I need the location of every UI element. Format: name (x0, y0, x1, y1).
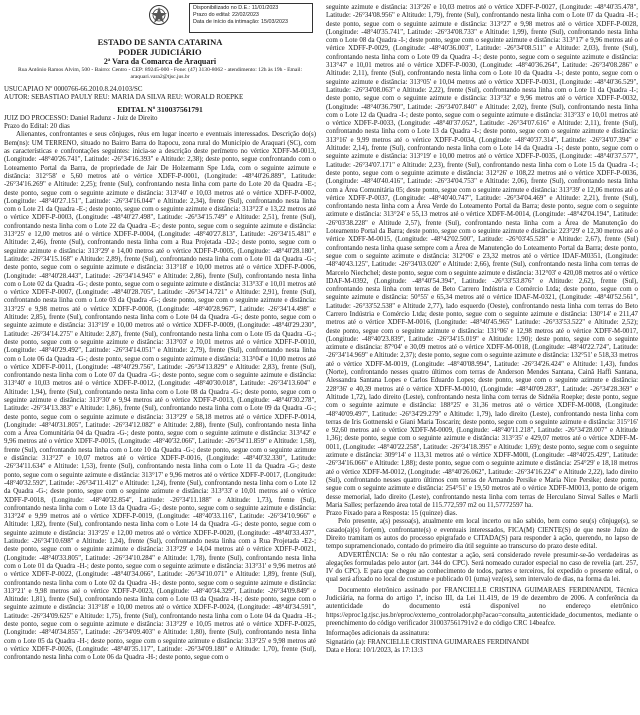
deadline-line: Prazo do Edital: 20 dias (4, 123, 70, 131)
response-deadline: Prazo Fixado para a Resposta: 15 (quinze) dias. (326, 510, 458, 518)
publication-stamp (189, 3, 313, 33)
electronic-signature-paragraph: Documento eletrônico assinado por FRANCIELLE CRISTINA GUIMARAES FERDINANDI, Técnica Judiciária, na forma do artigo 1º, inciso III, da Lei 11.419, de 19 de dezembro de 2006. A conferência da autenticidade do documento está disponível no endereço eletrônico https://eproc1g.tjsc.jus.br/eproc/externo_controlador.php?acao=consulta_autenticidade_documentos, mediante o preenchimento do código verificador 310037561791v2 e do código CRC 14beafce. (326, 586, 638, 627)
right-column (326, 0, 638, 655)
stamp-start-date: Data de início da intimação: 15/03/2023 (193, 19, 288, 25)
masthead (4, 0, 316, 86)
signer-line: Signatário (a): FRANCIELLE CRISTINA GUIMARAES FERDINANDI (326, 638, 530, 646)
coat-of-arms-icon (148, 4, 170, 26)
case-number: USUCAPIÃO Nº 0000766-66.2010.8.24.0103/SC (4, 86, 143, 93)
property-description-start: Alienantes, confrontantes e seus cônjuges, réus em lugar incerto e eventuais interessados. Descrição do(s) Bem(ns): UM TERRENO, situado no Bairro Barra do Itapocu, zona rural do Município de Araquari (SC), com as características e confrontações seguintes: inicia-se a descrição deste perímetro no vértice XDFF-M-0013, (Longitude: -48°40'26.741", Latitude: -26°34'16.393" e Altitude: 2,38); deste ponto, segue confrontando com o Loteamento Portal da Barra, de propriedade de Jair De Holzemann Spe Ltda, com o seguinte azimute e distância: 312°58' e 5,60 metros até o vértice XDFF-P-0001, (Longitude: -48°40'26.889", Latitude: -26°34'16.269" e Altitude: 2,25); frente (Sul), confrontando nesta linha com parte do Lote 20 da Quadra -E-; deste ponto, segue com o seguinte azimute e distância: 313°40' e 10,03 metros até o vértice XDFF-P-0002, (Longitude: -48°40'27.151", Latitude: -26°34'16.044" e Altitude: 2,34), frente (Sul), confrontando nesta linha com o Lote 21 da Quadra -E-; deste ponto, segue com o seguinte azimute e distância: 313°23' e 13,22 metros até o vértice XDFF-P-0003, (Longitude: -48°40'27.498", Latitude: -26°34'15.749" e Altitude: 2,51), frente (Sul), confrontando nesta linha com o Lote 22 da Quadra -E-; deste ponto, segue com o seguinte azimute e distância: 313°25' e 12,00 metros até o vértice XDFF-P-0004, (Longitude: -48°40'27.813", Latitude: -26°34'15.481" e Altitude: 2,46), frente (Sul), confrontando nesta linha com a Rua Projetada -D2-; deste ponto, segue com o seguinte azimute e distância: 313°29' e 14,00 metros até o vértice XDFF-P-0005, (Longitude: -48°40'28.180", Latitude: -26°34'15.168" e Altitude: 2,89), frente (Sul), confrontando nesta linha com o Lote 01 da Quadra -G-; deste ponto, segue com o seguinte azimute e distância: 313°18' e 10,00 metros até o vértice XDFF-P-0006, (Longitude: -48°40'28.443", Latitude: -26°34'14.945" e Altitude: 2,86), frente (Sul), confrontando nesta linha com o Lote 02 da Quadra -G-; deste ponto, segue com o seguinte azimute e distância: 313°33' e 10,01 metros até o vértice XDFF-P-0007, (Longitude: -48°40'28.705", Latitude: -26°34'14.721" e Altitude: 2,91), frente (Sul), confrontando nesta linha com o Lote 03 da Quadra -G-; deste ponto, segue com o seguinte azimute e distância: 313°25' e 9,98 metros até o vértice XDFF-P-0008, (Longitude: -48°40'28.967", Latitude: -26°34'14.498" e Altitude: 2,85), frente (Sul), confrontando nesta linha com o Lote 04 da Quadra -G-; deste ponto, segue com o seguinte azimute e distância: 313°19' e 10,00 metros até o vértice XDFF-P-0009, (Longitude: -48°40'29.230", Latitude: -26°34'14.275" e Altitude: 2,87), frente (Sul), confrontando nesta linha com o Lote 05 da Quadra -G-; deste ponto, segue com o seguinte azimute e distância: 313°03' e 10,01 metros até o vértice XDFF-P-0010, (Longitude: -48°40'29.492", Latitude: -26°34'14.051" e Altitude: 2,79), frente (Sul), confrontando nesta linha com o Lote 06 da Quadra -G-; deste ponto, segue com o seguinte azimute e distância: 313°04' e 10,00 metros até o vértice XDFF-P-0011, (Longitude: -48°40'29.756", Latitude: -26°34'13.829" e Altitude: 2,83), frente (Sul), confrontando nesta linha com o Lote 07 da Quadra -G-; deste ponto, segue com o seguinte azimute e distância: 313°40' e 10,03 metros até o vértice XDFF-P-0012, (Longitude: -48°40'30.018", Latitude: -26°34'13.604" e Altitude: 1,94), frente (Sul), confrontando nesta linha com o Lote 08 da Quadra -G-; deste ponto, segue com o seguinte azimute e distância: 313°30' e 9,94 metros até o vértice XDFF-P-0013, (Longitude: -48°40'30.278", Latitude: -26°34'13.383" e Altitude: 1,86), frente (Sul), confrontando nesta linha com o Lote 09 da Quadra -G-; deste ponto, segue com o seguinte azimute e distância: 313°29' e 58,18 metros até o vértice XDFF-P-0014, (Longitude: -48°40'31.805", Latitude: -26°34'12.082" e Altitude: 2,88), frente (Sul), confrontando nesta linha com a Área Comunitária 04 da Quadra -G-; deste ponto, segue com o seguinte azimute e distância: 313°42' e 9,96 metros até o vértice XDFF-P-0015, (Longitude: -48°40'32.066", Latitude: -26°34'11.859" e Altitude: 1,58), frente (Sul), confrontando nesta linha com o Lote 10 da Quadra -G-; deste ponto, segue com o seguinte azimute e distância: 313°27' e 10,07 metros até o vértice XDFF-P-0016, (Longitude: -48°40'32.330", Latitude: -26°34'11.634" e Altitude: 1,53), frente (Sul), confrontando nesta linha com o Lote 11 da Quadra -G-; deste ponto, segue com o seguinte azimute e distância: 313°17' e 9,96 metros até o vértice XDFF-P-0017, (Longitude: -48°40'32.592", Latitude: -26°34'11.412" e Altitude: 1,24), frente (Sul), confrontando nesta linha com o Lote 12 da Quadra -G-; deste ponto, segue com o seguinte azimute e distância: 313°33' e 10,01 metros até o vértice XDFF-P-0018, (Longitude: -48°40'32.854", Latitude: -26°34'11.188" e Altitude: 1,73), frente (Sul), confrontando nesta linha com o Lote 13 da Quadra -G-; deste ponto, segue com o seguinte azimute e distância: 313°24' e 9,99 metros até o vértice XDFF-P-0019, (Longitude: -48°40'33.116", Latitude: -26°34'10.966" e Altitude: 1,82), frente (Sul), confrontando nesta linha com o Lote 14 da Quadra -G-; deste ponto, segue com o seguinte azimute e distância: 313°25' e 12,00 metros até o vértice XDFF-P-0020, (Longitude: -48°40'33.437", Latitude: -26°34'10.698" e Altitude: 1,24), frente (Sul), confrontando nesta linha com a Rua Projetada -E2-; deste ponto, segue com o seguinte azimute e distância: 313°29' e 14,04 metros até o vértice XDFF-P-0021, (Longitude: -48°40'33.805", Latitude: -26°34'10.284" e Altitude: 1,78), frente (Sul), confrontando nesta linha com o Lote 01 da Quadra -H-; deste ponto, segue com o seguinte azimute e distância: 313°31' e 9,96 metros até o vértice XDFF-P-0022, (Longitude: -48°40'34.066", Latitude: -26°34'10.071" e Altitude: 1,89), frente (Sul), confrontando nesta linha com o Lote 02 da Quadra -H-; deste ponto, segue com o seguinte azimute e distância: 313°21' e 9,98 metros até o vértice XDFF-P-0023, (Longitude: -48°40'34.329", Latitude: -26°34'09.849" e Altitude: 1,81), frente (Sul), confrontando nesta linha com o Lote 03 da Quadra -H-; deste ponto, segue com o seguinte azimute e distância: 313°18' e 10,00 metros até o vértice XDFF-P-0024, (Longitude: -48°40'34.591", Latitude: -26°34'09.625" e Altitude: 1,75), frente (Sul), confrontando nesta linha com o Lote 04 da Quadra -H-; deste ponto, segue com o seguinte azimute e distância: 313°29' e 10,05 metros até o vértice XDFF-P-0025, (Longitude: -48°40'34.855", Latitude: -26°34'09.403" e Altitude: 1,80), frente (Sul), confrontando nesta linha com o Lote 05 da Quadra -H-; deste ponto, segue com o seguinte azimute e distância: 313°25' e 9,98 metros até o vértice XDFF-P-0026, (Longitude: -48°40'35.117", Latitude: -26°34'09.180" e Altitude: 1,70), frente (Sul), confrontando nesta linha com o Lote 06 da Quadra -H-; deste ponto, segue com o (4, 131, 316, 662)
court-name: 2ª Vara da Comarca de Araquari (103, 57, 217, 66)
judiciary-name: PODER JUDICIÁRIO (118, 46, 202, 57)
stamp-published-date: Disponibilizado no D.E.: 11/01/2023 (193, 5, 279, 11)
case-parties: AUTOR: SEBASTIÃO PAULY RÉU: MARIA DA SILVA RÉU: WORALD ROEPKE (4, 94, 244, 102)
court-address: Rua Antônio Ramos Alvim, 500 - Bairro: Centro - CEP: 89245-000 - Fone: (47) 3130-8062 - atendimento: 12h às 19h - Email: araquari.vara2@tjsc.jus.br (17, 67, 302, 80)
warning-paragraph: ADVERTÊNCIA: Se o réu não contestar a ação, será considerado revele presumir-se-ão verdadeiras as alegações formuladas pelo autor (art. 344 do CPC). Será nomeado curador especial no caso de revelia (art. 257, IV do CPC). E para que chegue ao conhecimento de todos, partes e terceiros, foi expedido o presente edital, o qual será afixado no local de costume e publicado 01 (uma) vez(es), sem intervalo de dias, na forma da lei. (326, 551, 638, 584)
court-heading (4, 38, 316, 67)
judge-line: JUIZ DO PROCESSO: Daniel Radunz - Juiz de Direito (4, 114, 158, 122)
citation-paragraph: Pelo presente, a(s) pessoa(s), atualmente em local incerto ou não sabido, bem como seu(s) cônjuge(s), se casado(a)(s) for(em), confrontante(s) e eventuais interessados, FICA(M) CIENTE(S) de que neste Juízo de Direito tramitam os autos do processo epigrafado e CITADA(S) para responder à ação, querendo, no lapso de tempo supramencionado, contado do primeiro dia útil seguinte ao transcurso do prazo deste edital. (326, 518, 638, 551)
signature-info-heading: Informações adicionais da assinatura: (326, 630, 430, 638)
left-column (4, 0, 316, 662)
stamp-deadline: Prazo do edital: 22/02/2023 (193, 12, 259, 18)
signature-datetime: Data e Hora: 10/1/2023, às 17:13:3 (326, 646, 423, 654)
edict-title: EDITAL Nº 310037561791 (117, 104, 203, 114)
property-description-end: seguinte azimute e distância: 313°26' e 10,03 metros até o vértice XDFF-P-0027, (Longitude: -48°40'35.478", Latitude: -26°34'08.956" e Altitude: 1,79), frente (Sul), confrontando nesta linha com o Lote 07 da Quadra -H-; deste ponto, segue com o seguinte azimute e distância: 313°27' e 9,98 metros até o vértice XDFF-P-0028, (Longitude: -48°40'35.741", Latitude: -26°34'08.733" e Altitude: 1,99), frente (Sul), confrontando nesta linha com o Lote 08 da Quadra -I-; deste ponto, segue com o seguinte azimute e distância: 313°17' e 9,96 metros até o vértice XDFF-P-0029, (Longitude: -48°40'36.003", Latitude: -26°34'08.511" e Altitude: 2,03), frente (Sul), confrontando nesta linha com o Lote 09 da Quadra -I-; deste ponto, segue com o seguinte azimute e distância: 313°47' e 10,01 metros até o vértice XDFF-P-0030, (Longitude: -48°40'36.264", Latitude: -26°34'08.286" e Altitude: 2,11), frente (Sul), confrontando nesta linha com o Lote 10 da Quadra -I-; deste ponto, segue com o seguinte azimute e distância: 313°05' e 10,04 metros até o vértice XDFF-P-0031, (Longitude: -48°40'36.529", Latitude: -26°34'08.063" e Altitude: 2,22), frente (Sul), confrontando nesta linha com o Lote 11 da Quadra -I-; deste ponto, segue com o seguinte azimute e distância: 313°32' e 9,96 metros até o vértice XDFF-P-0032, (Longitude: -48°40'36.790", Latitude: -26°34'07.840" e Altitude: 2,02), frente (Sul), confrontando nesta linha com o Lote 12 da Quadra -I-; deste ponto, segue com o seguinte azimute e distância: 313°33' e 10,01 metros até o vértice XDFF-P-0033, (Longitude: -48°40'37.052", Latitude: -26°34'07.616" e Altitude: 2,11), frente (Sul), confrontando nesta linha com o Lote 13 da Quadra -I-; deste ponto, segue com o seguinte azimute e distância: 313°16' e 9,99 metros até o vértice XDFF-P-0034, (Longitude: -48°40'37.314", Latitude: -26°34'07.394" e Altitude: 2,14), frente (Sul), confrontando nesta linha com o Lote 14 da Quadra -I-; deste ponto, segue com o seguinte azimute e distância: 313°19' e 10,00 metros até o vértice XDFF-P-0035, (Longitude: -48°40'37.577", Latitude: -26°34'07.171" e Altitude: 2,23), frente (Sul), confrontando nesta linha com o Lote 15 da Quadra -I-; deste ponto, segue com o seguinte azimute e distância: 312°26' e 108,22 metros até o vértice XDFF-P-0036, (Longitude: -48°40'40.416", Latitude: -26°34'04.753" e Altitude: 2,06), frente (Sul), confrontando nesta linha com a Área Comunitária 05; deste ponto, segue com o seguinte azimute e distância: 313°39' e 12,06 metros até o vértice XDFF-P-0037, (Longitude: -48°40'40.747", Latitude: -26°34'04.469" e Altitude: 2,21), frente (Sul), confrontando nesta linha com a Área Verde do Loteamento Portal da Barra; deste ponto, segue com o seguinte azimute e distância: 313°24' e 55,13 metros até o vértice XDFF-M-0014, (Longitude: -48°42'04.194", Latitude: -26°03'38.228" e Altitude 2,57), frente (Sul), confrontando nesta linha com a Área de Manutenção do Loteamento Portal da Barra; deste ponto, segue com o seguinte azimute e distância: 223°29' e 12,30 metros até o vértice XDFF-M-0015, (Longitude: -48°42'02.500", Latitude: -26°03'45.528" e Altitude: 2,67), frente (Sul) confrontando nesta linha quase sempre com a Área de Manutenção do Loteamento Portal da Barra; deste ponto, segue com o seguinte azimute e distância: 312°06' e 23,32 metros até o vértice IDAF-M0351, (Longitude: -48°40'43.125", Latitude: -26°34'03.020" e Altitude: 2,66), frente (Sul), confrontando nesta linha com terras de Marcelo Niechchel; deste ponto, segue com o seguinte azimute e distância: 312°03' e 420,08 metros até o vértice IDAF-M-0392, (Longitude: -48°40'54.394", Latitude: -26°33'53.876" e Altitude: 2,62), frente (Sul), confrontando nesta linha com terras de Beto Carrero Indústria e Comércio Ltda; deste ponto, segue com o seguinte azimute e distância: 50°55' e 65,34 metros até o vértice IDAF-M-0321, (Longitude: -48°40'52.561", Latitude: -26°33'52.538" e Altitude 2,77), lado esquerdo (Oeste), confrontando nesta linha com terras do Beto Carrero Indústria e Comércio Ltda; deste ponto, segue com o seguinte azimute e distância: 130°14' e 211,47 metros até o vértice XDFF-M-0016, (Longitude: -48°40'45.965" Latitude: -26°33'53.522" e Altitude: 2,52); deste ponto, segue com o seguinte azimute e distância: 131°06' e 12,98 metros até o vértice XDFF-M-0017, (Longitude: -48°40'23.839", Latitude: -26°34'15.019" e Altitude: 1,90); deste ponto, segue com o seguinte azimute e distância: 87°04' e 30,09 metros até o vértice XDFF-M-0018, (Longitude: -48°40'22.724", Latitude: -26°34'14.969" e Altitude: 2,37); deste ponto, segue com o seguinte azimute e distância: 132°51' e 518,33 metros até o vértice XDFF-M-0019, (Longitude: -48°40'08.994", Latitude: -26°34'26.424" e Altitude: 1,43), fundos (Norte), confrontando nesses quatro últimos com terras de Anderson Mendes Santana, Cainã Haffi Santana, Alessandra Santana Lopes e Carlos Eduardo Lopes; deste ponto, segue com o seguinte azimute e distância: 228°36' e 40,39 metros até o vértice XDFF-M-0010, (Longitude: -48°40'09.283", Latitude: -26°34'28.369" e Altitude 1,72), lado direito (Leste), confrontando nesta linha com terras de Sidnéia Roepke; deste ponto, segue com o seguinte azimute e distância: 188°25' e 31,36 metros até o vértice XDFF-M-0008, (Longitude: -48°40'09.497", Latitude: -26°34'29.279" e Altitude: 1,79), lado direito (Leste), confrontando nesta linha com terras de Iris Gottnenski e Giani Maria Toscarin; deste ponto, segue com o seguinte azimute e distância: 315°16' e 92,60 metros até o vértice XDFF-M-0009, (Longitude: -48°40'11.218", Latitude: -26°34'28.007" e Altitude 1,36); deste ponto, segue com o seguinte azimute e distância: 313°35' e 429,07 metros até o vértice XDFF-M-0011, (Longitude: -48°40'22.258", Latitude: -26°34'18.395" e Altitude: 1,69); deste ponto, segue com o seguinte azimute e distância: 309°14' e 113,31 metros até o vértice XDFF-M00l, (Longitude: -48°40'25.429", Latitude: -26°34'16.066" e Altitude: 1,88); deste ponto, segue com o seguinte azimute e distância: 254°29' e 18,18 metros até o vértice XDFF-M-0012, (Longitude: -48°40'26.062", Latitude: -26°34'16.224" e Altitude 2,22), lado direito (Sul), confrontando nesses quatro últimos com terras de Armando Persike e Maria Nice Persike; deste ponto, segue com o seguinte azimute e distância: 254°51' e 19,50 metros até o vértice XDFF-M0013, ponto de origem desse memorial, lado direito (Leste), confrontando nesta linha com terras de Herculano Sinval Salles e Marli Maria Salles; perfazendo área total de 115.772,597 m2 ou 11,57772597 ha. (326, 4, 638, 509)
state-name: ESTADO DE SANTA CATARINA (97, 37, 223, 47)
